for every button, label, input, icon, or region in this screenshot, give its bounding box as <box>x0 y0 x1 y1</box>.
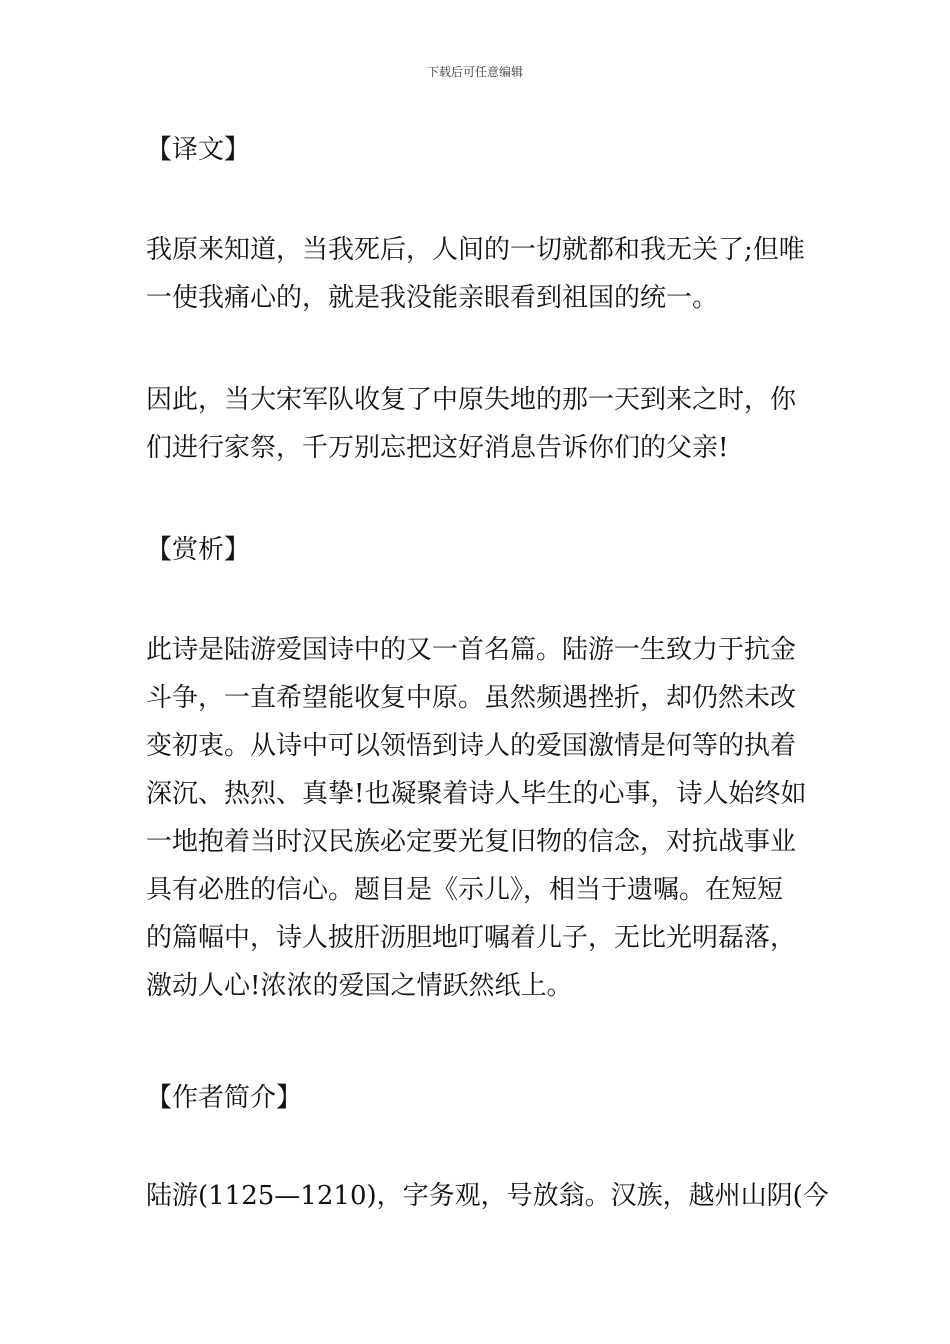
paragraph-line: 一地抱着当时汉民族必定要光复旧物的信念，对抗战事业 <box>146 827 797 857</box>
page-header: 下载后可任意编辑 <box>426 65 523 79</box>
paragraph-line: 斗争，一直希望能收复中原。虽然频遇挫折，却仍然未改 <box>146 683 797 713</box>
author-heading <box>146 1074 826 1122</box>
paragraph-line: 激动人心!浓浓的爱国之情跃然纸上。 <box>146 971 573 1001</box>
paragraph-line: 此诗是陆游爱国诗中的又一首名篇。陆游一生致力于抗金 <box>146 635 797 665</box>
paragraph-line: 具有必胜的信心。题目是《示儿》，相当于遗嘱。在短短 <box>146 875 784 905</box>
author-paragraph <box>146 1172 829 1220</box>
section-heading: 【作者简介】 <box>146 1083 303 1113</box>
appreciation-heading <box>146 526 826 574</box>
paragraph-line: 陆游(1125—1210)，字务观，号放翁。汉族，越州山阴(今 <box>146 1181 829 1211</box>
paragraph-line: 我原来知道，当我死后，人间的一切就都和我无关了;但唯 <box>146 235 805 265</box>
section-heading: 【赏析】 <box>146 535 251 565</box>
translation-heading <box>146 126 826 174</box>
translation-paragraph-1 <box>146 226 826 322</box>
paragraph-line: 的篇幅中，诗人披肝沥胆地叮嘱着儿子，无比光明磊落， <box>146 923 797 953</box>
paragraph-line: 因此，当大宋军队收复了中原失地的那一天到来之时，你 <box>146 385 797 415</box>
paragraph-line: 深沉、热烈、真挚!也凝聚着诗人毕生的心事，诗人始终如 <box>146 779 807 809</box>
section-heading: 【译文】 <box>146 135 251 165</box>
translation-paragraph-2 <box>146 376 826 472</box>
paragraph-line: 们进行家祭，千万别忘把这好消息告诉你们的父亲! <box>146 433 729 463</box>
paragraph-line: 一使我痛心的，就是我没能亲眼看到祖国的统一。 <box>146 283 719 313</box>
paragraph-line: 变初衷。从诗中可以领悟到诗人的爱国激情是何等的执着 <box>146 731 797 761</box>
appreciation-paragraph <box>146 626 826 1010</box>
